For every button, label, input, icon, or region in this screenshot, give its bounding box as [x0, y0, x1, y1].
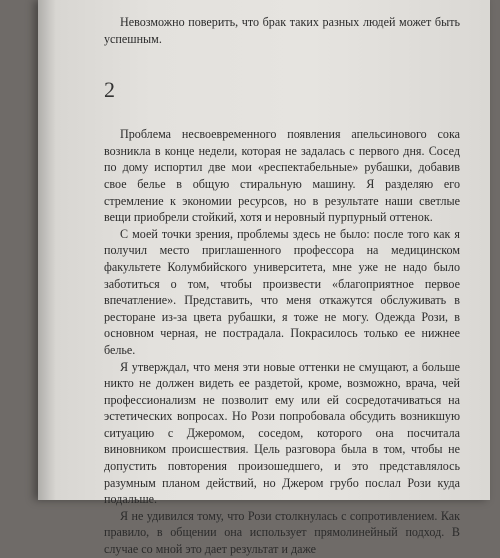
carryover-paragraph: Невозможно поверить, что брак таких разных людей может быть успешным. — [104, 15, 460, 46]
book-page — [38, 0, 490, 557]
page-text — [104, 14, 460, 558]
paragraph-2: С моей точки зрения, проблемы здесь не было: после того как я получил место приглашенного профессора на медицинском факультете Колумбийского университета, мне уже не надо было заботиться о том, чтобы произвести «благоприятное первое впечатление». Представить, что меня откажутся обслуживать в ресторане из-за цвета рубашки, я тоже не могу. Одежда Рози, в основном черная, не пострадала. Покрасилось только ее нижнее белье. — [104, 226, 460, 357]
paragraph-4: Я не удивился тому, что Рози столкнулась с сопротивлением. Как правило, в общении она использует прямолинейный подход. В случае со мной это дает результат и даже — [104, 508, 460, 557]
chapter-number: 2 — [104, 77, 115, 103]
paragraph-1: Проблема несвоевременного появления апельсинового сока возникла в конце недели, которая не задалась с первого дня. Сосед по дому испортил две мои «респектабельные» рубашки, добавив свое белье в общую стиральную машину. Я разделяю его стремление к экономии ресурсов, но в результате наши светлые вещи приобрели стойкий, хотя и неровный пурпурный оттенок. — [104, 127, 460, 225]
paragraph-3: Я утверждал, что меня эти новые оттенки не смущают, а больше никто не должен видеть ее раздетой, кроме, возможно, врача, чей профессионализм не позволит ему или ей сосредотачиваться на эстетических вопросах. Но Рози попробовала обсудить возникшую ситуацию с Джеромом, соседом, которого она посчитала виновником происшествия. Цель разговора была в том, чтобы не допустить повторения произошедшего, и это представлялось разумным планом действий, но Джером грубо послал Рози куда подальше. — [104, 359, 460, 507]
